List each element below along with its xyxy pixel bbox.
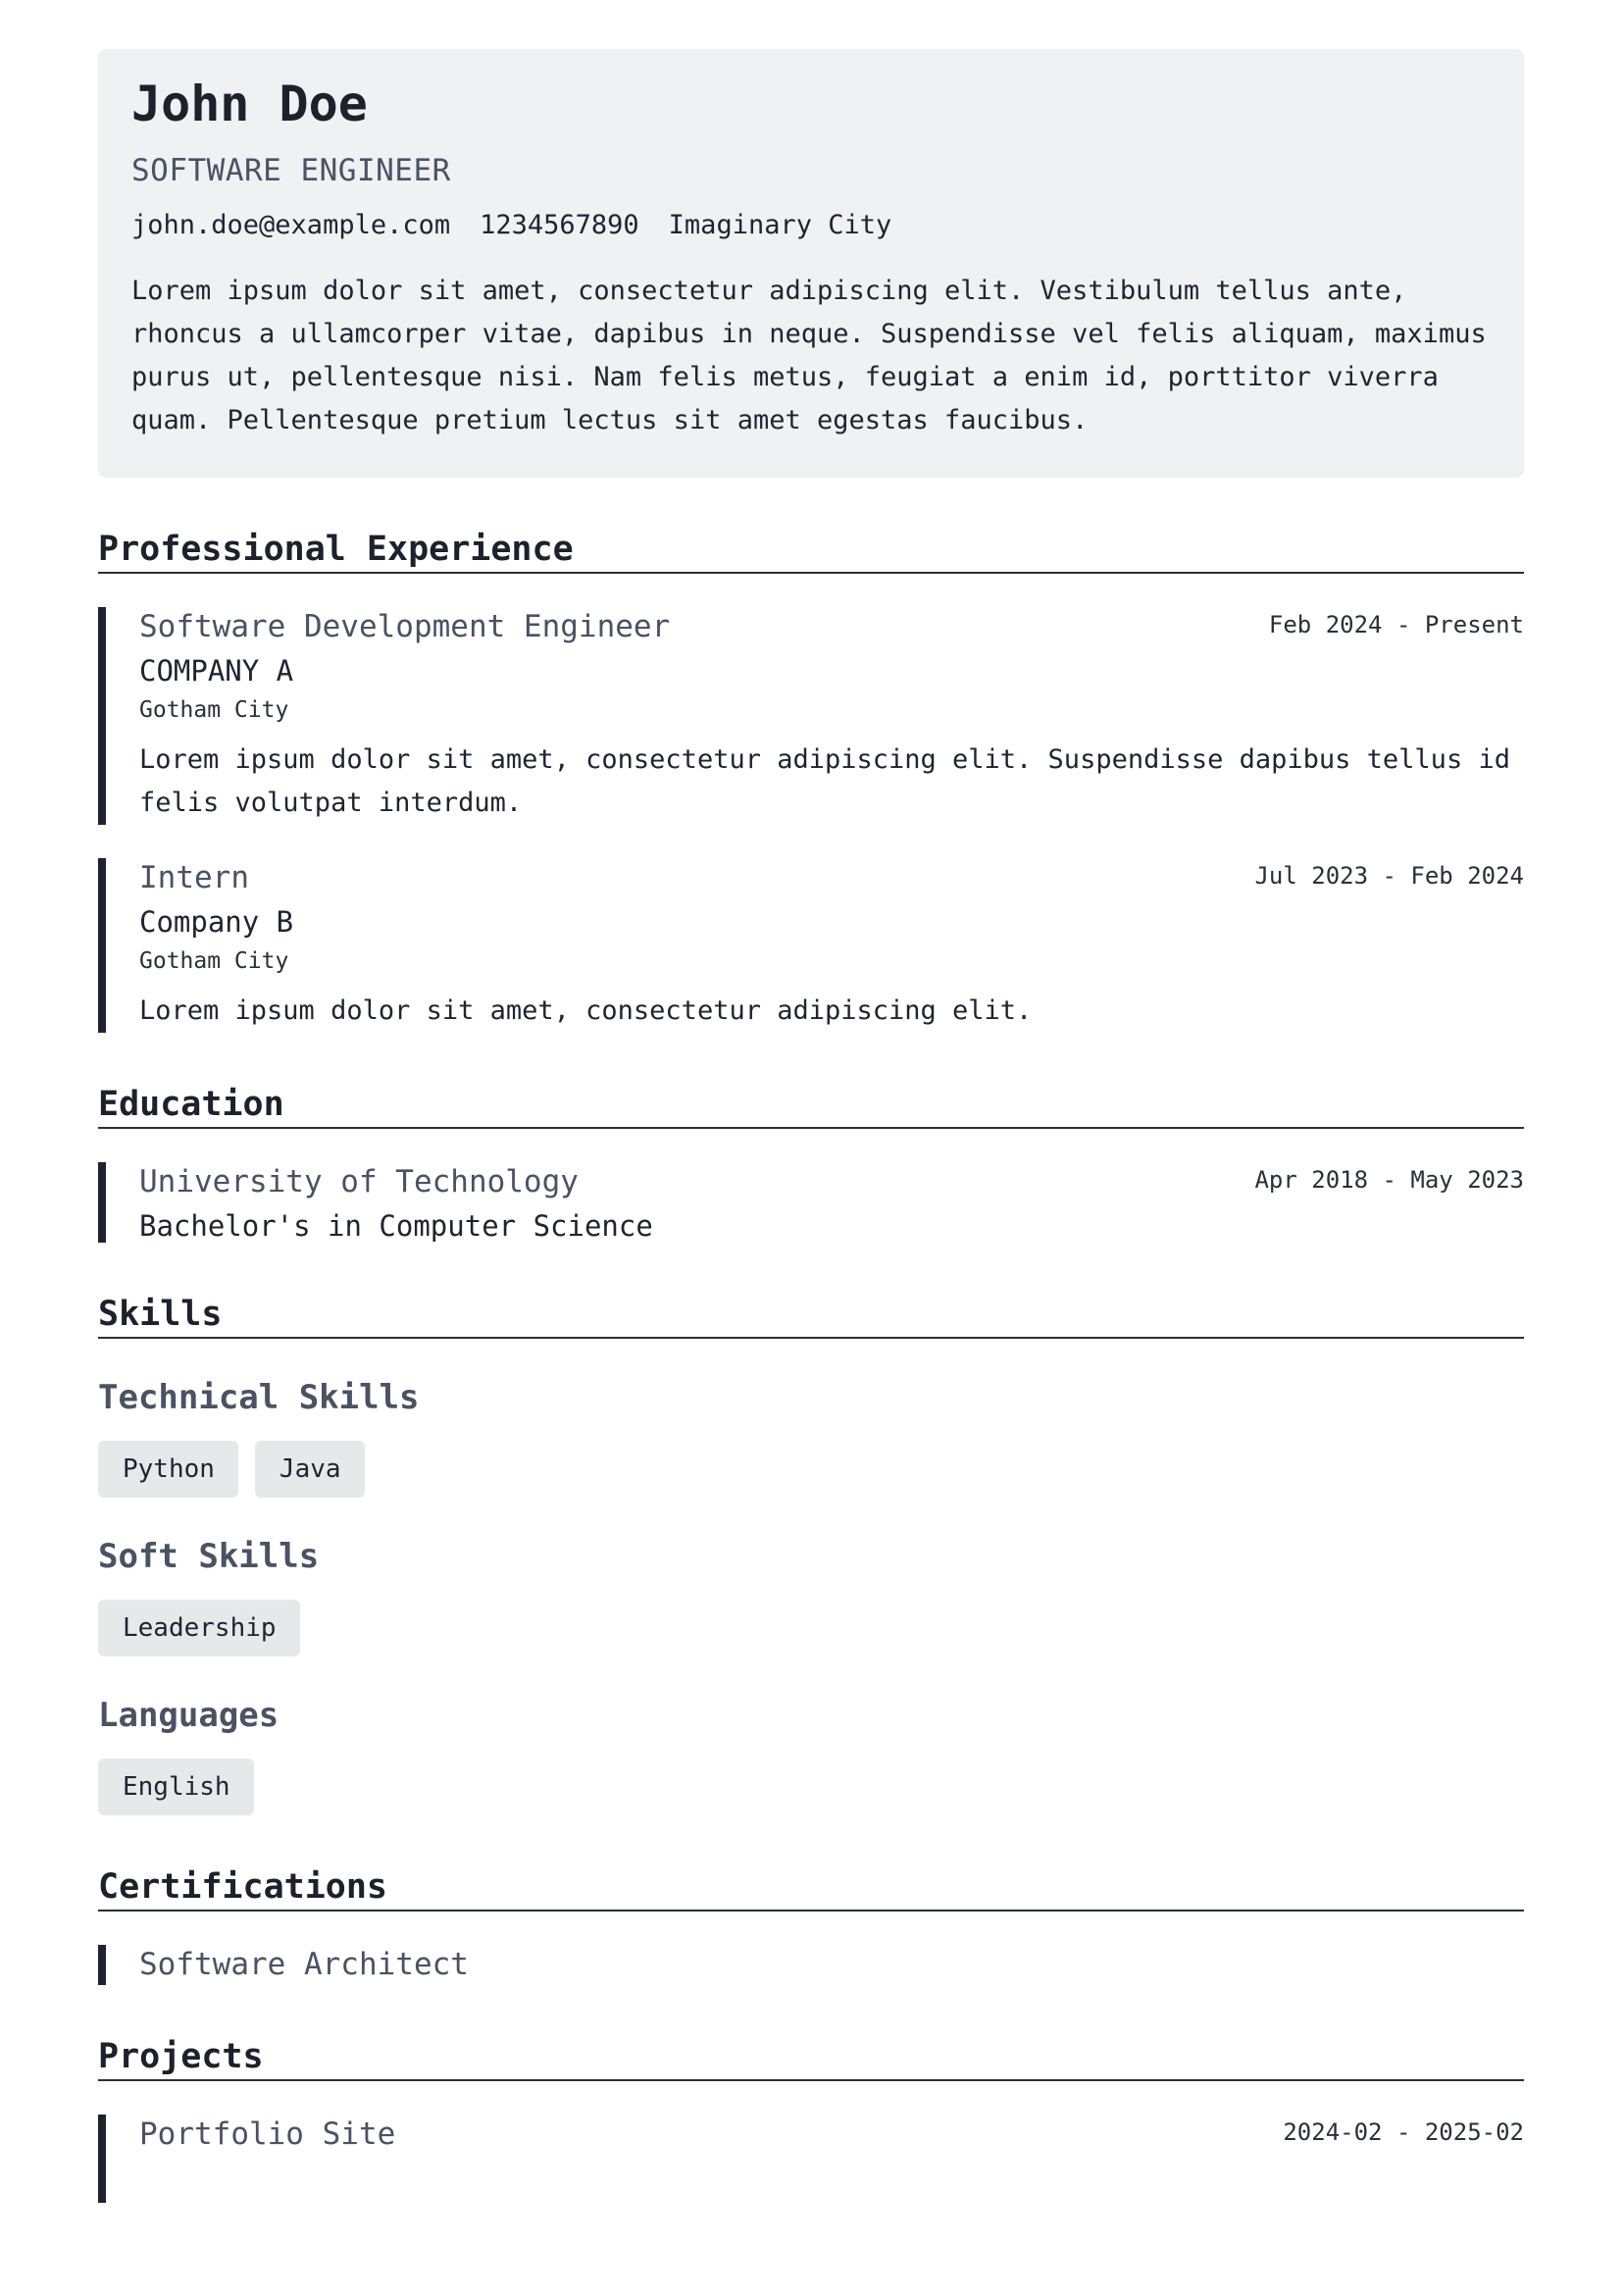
contact-email[interactable]: john.doe@example.com (131, 210, 451, 240)
skill-tag: Python (98, 1441, 238, 1498)
entry-degree: Bachelor's in Computer Science (139, 1208, 653, 1243)
skill-tag: English (98, 1759, 254, 1815)
experience-entry (98, 607, 1524, 825)
contact-info (131, 210, 1491, 240)
entry-dates: Feb 2024 - Present (1268, 611, 1524, 638)
skill-group-title: Soft Skills (98, 1536, 320, 1576)
contact-location: Imaginary City (668, 210, 892, 240)
entry-role: Software Development Engineer (139, 609, 671, 644)
entry-dates: Jul 2023 - Feb 2024 (1254, 861, 1524, 890)
skill-tags (98, 1759, 1524, 1815)
skill-tags (98, 1441, 1524, 1498)
entry-school: University of Technology (139, 1163, 579, 1199)
project-entry (98, 2115, 1524, 2203)
entry-role: Intern (139, 859, 249, 895)
skill-group-title: Languages (98, 1695, 279, 1735)
entry-location: Gotham City (139, 947, 289, 974)
entry-description: Lorem ipsum dolor sit amet, consectetur adipiscing elit. Suspendisse dapibus tellus id felis volutpat interdum. (139, 743, 1510, 818)
skills-section (98, 1294, 1524, 1815)
section-title-projects: Projects (98, 2036, 1524, 2081)
experience-section (98, 529, 1524, 1033)
projects-section (98, 2036, 1524, 2203)
skill-tag: Java (255, 1441, 365, 1498)
entry-dates: Apr 2018 - May 2023 (1254, 1165, 1524, 1194)
skill-tag: Leadership (98, 1600, 300, 1657)
entry-company: COMPANY A (139, 653, 294, 688)
education-entry (98, 1162, 1524, 1243)
summary-text: Lorem ipsum dolor sit amet, consectetur adipiscing elit. Vestibulum tellus ante, rhoncus a ullamcorper vitae, dapibus in neque. Suspendisse vel felis aliquam, maximus purus ut, pellentesque nisi. Nam felis metus, feugiat a enim id, porttitor viverra quam. Pellentesque pretium lectus sit amet egestas faucibus. (131, 276, 1487, 435)
candidate-name: John Doe (131, 76, 368, 132)
entry-location: Gotham City (139, 696, 289, 723)
certification-entry (98, 1945, 1524, 1986)
section-title-experience: Professional Experience (98, 529, 1524, 574)
entry-dates: 2024-02 - 2025-02 (1283, 2118, 1524, 2147)
project-name: Portfolio Site (139, 2116, 396, 2153)
candidate-title: SOFTWARE ENGINEER (131, 153, 451, 188)
entry-description: Lorem ipsum dolor sit amet, consectetur adipiscing elit. (139, 994, 1033, 1026)
certifications-section (98, 1866, 1524, 1986)
experience-entry (98, 858, 1524, 1033)
section-title-education: Education (98, 1084, 1524, 1129)
contact-phone[interactable]: 1234567890 (480, 210, 639, 240)
entry-company: Company B (139, 904, 294, 939)
section-title-certifications: Certifications (98, 1866, 1524, 1912)
education-section (98, 1084, 1524, 1243)
skill-tags (98, 1600, 1524, 1657)
skill-group-title: Technical Skills (98, 1377, 420, 1417)
resume-header (98, 49, 1524, 478)
certification-name: Software Architect (139, 1946, 469, 1982)
section-title-skills: Skills (98, 1294, 1524, 1339)
